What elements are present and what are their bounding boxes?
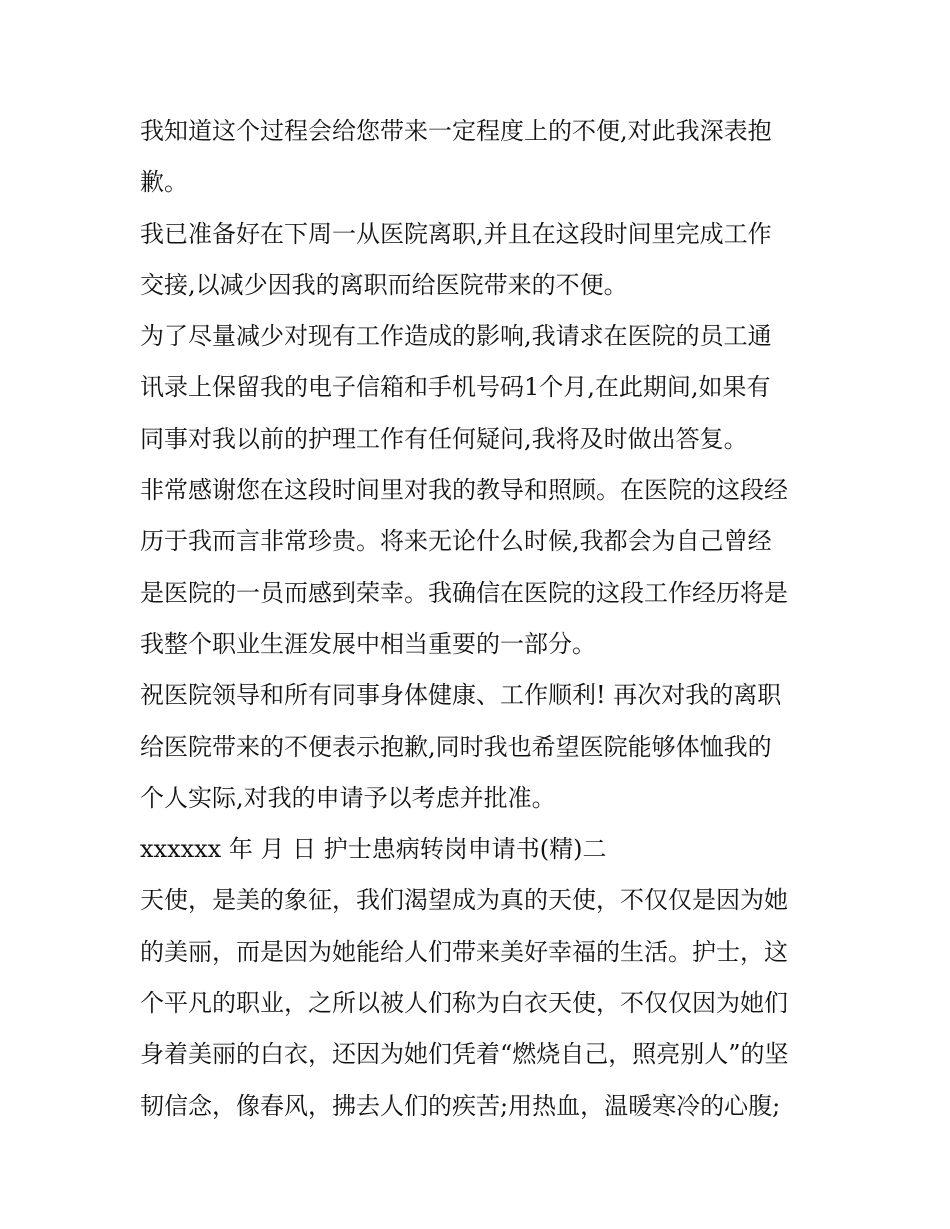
text-line: 韧信念，像春风，拂去人们的疾苦;用热血，温暖寒冷的心腹; xyxy=(140,1091,781,1120)
text-line: 个人实际,对我的申请予以考虑并批准。 xyxy=(140,783,556,812)
text-line: 交接,以减少因我的离职而给医院带来的不便。 xyxy=(140,270,628,299)
text-line: 身着美丽的白衣，还因为她们凭着“燃烧自己，照亮别人”的坚 xyxy=(140,1040,789,1069)
text-line: 我已准备好在下周一从医院离职,并且在这段时间里完成工作 xyxy=(140,219,772,248)
text-line: 我知道这个过程会给您带来一定程度上的不便,对此我深表抱 xyxy=(140,117,772,145)
text-line: 祝医院领导和所有同事身体健康、工作顺利! 再次对我的离职 xyxy=(140,681,782,710)
text-line: 历于我而言非常珍贵。将来无论什么时候,我都会为自己曾经 xyxy=(140,527,772,556)
text-line: 非常感谢您在这段时间里对我的教导和照顾。在医院的这段经 xyxy=(140,476,788,505)
text-line: 天使，是美的象征，我们渴望成为真的天使，不仅仅是因为她 xyxy=(140,886,788,915)
text-line: 给医院带来的不便表示抱歉,同时我也希望医院能够体恤我的 xyxy=(140,732,772,761)
text-line: 个平凡的职业，之所以被人们称为白衣天使，不仅仅因为她们 xyxy=(140,989,788,1018)
text-line: 我整个职业生涯发展中相当重要的一部分。 xyxy=(140,629,596,658)
section-heading: xxxxxx 年 月 日 护士患病转岗申请书(精)二 xyxy=(140,835,607,864)
text-line: 讯录上保留我的电子信箱和手机号码1个月,在此期间,如果有 xyxy=(140,373,771,402)
text-line: 同事对我以前的护理工作有任何疑问,我将及时做出答复。 xyxy=(140,424,748,453)
text-line: 是医院的一员而感到荣幸。我确信在医院的这段工作经历将是 xyxy=(140,578,788,607)
document-body xyxy=(140,106,820,1132)
text-line: 的美丽，而是因为她能给人们带来美好幸福的生活。护士，这 xyxy=(140,937,788,966)
text-line: 为了尽量减少对现有工作造成的影响,我请求在医院的员工通 xyxy=(140,322,772,351)
text-line: 歉。 xyxy=(140,168,188,197)
